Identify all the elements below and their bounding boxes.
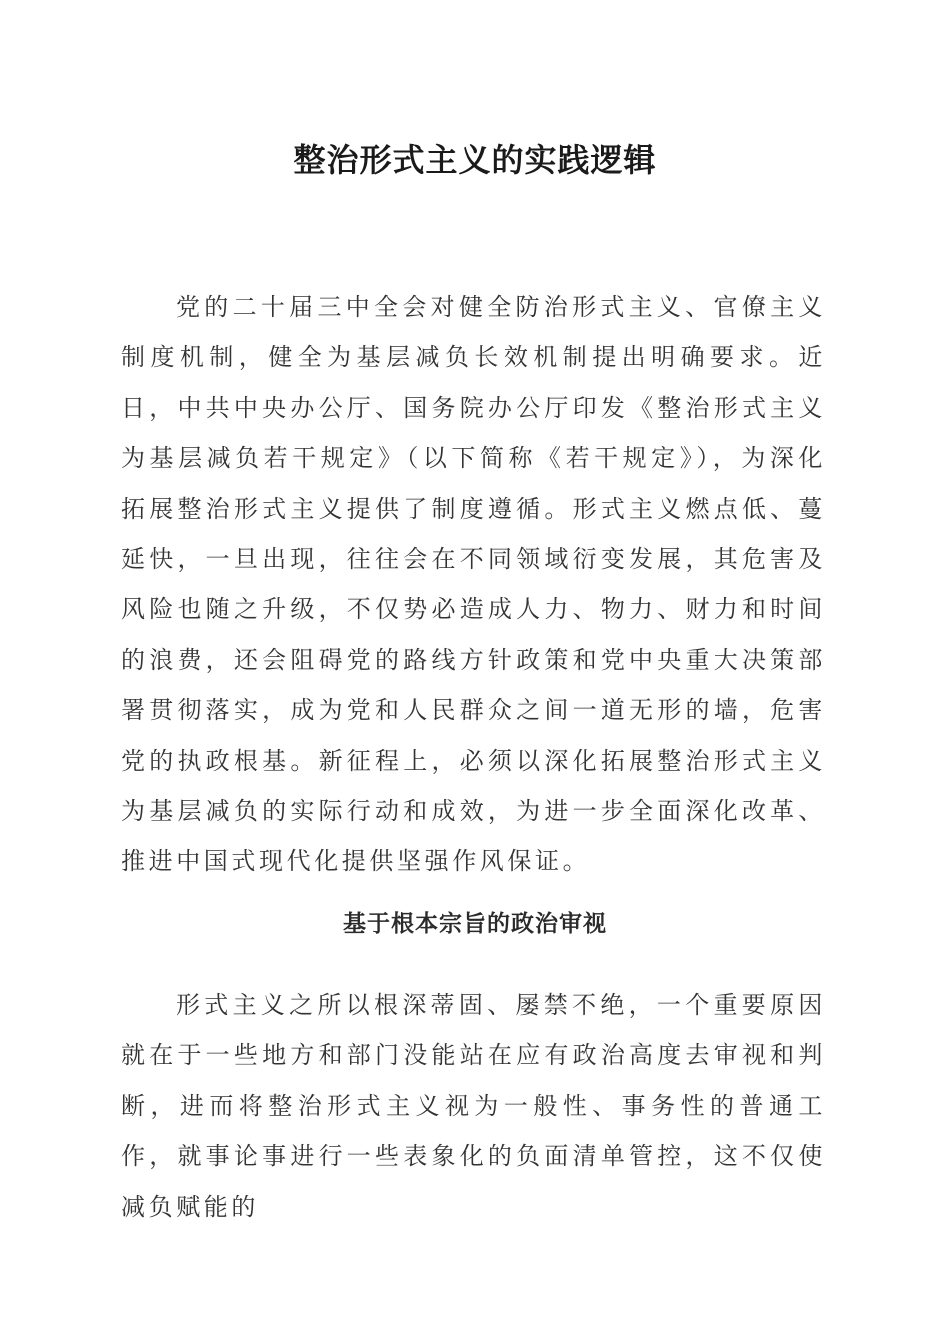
section-paragraph: 形式主义之所以根深蒂固、屡禁不绝，一个重要原因就在于一些地方和部门没能站在应有政治高度去审视和判断，进而将整治形式主义视为一般性、事务性的普通工作，就事论事进行一些表象化的负面清单管控，这不仅使减负赋能的	[121, 991, 826, 1221]
body-paragraph: 党的二十届三中全会对健全防治形式主义、官僚主义制度机制，健全为基层减负长效机制提出明确要求。近日，中共中央办公厅、国务院办公厅印发《整治形式主义为基层减负若干规定》（以下简称《若干规定》），为深化拓展整治形式主义提供了制度遵循。形式主义燃点低、蔓延快，一旦出现，往往会在不同领域衍变发展，其危害及风险也随之升级，不仅势必造成人力、物力、财力和时间的浪费，还会阻碍党的路线方针政策和党中央重大决策部署贯彻落实，成为党和人民群众之间一道无形的墙，危害党的执政根基。新征程上，必须以深化拓展整治形式主义为基层减负的实际行动和成效，为进一步全面深化改革、推进中国式现代化提供坚强作风保证。	[121, 293, 826, 876]
section-heading: 基于根本宗旨的政治审视	[343, 911, 607, 937]
document-title: 整治形式主义的实践逻辑	[293, 141, 657, 179]
